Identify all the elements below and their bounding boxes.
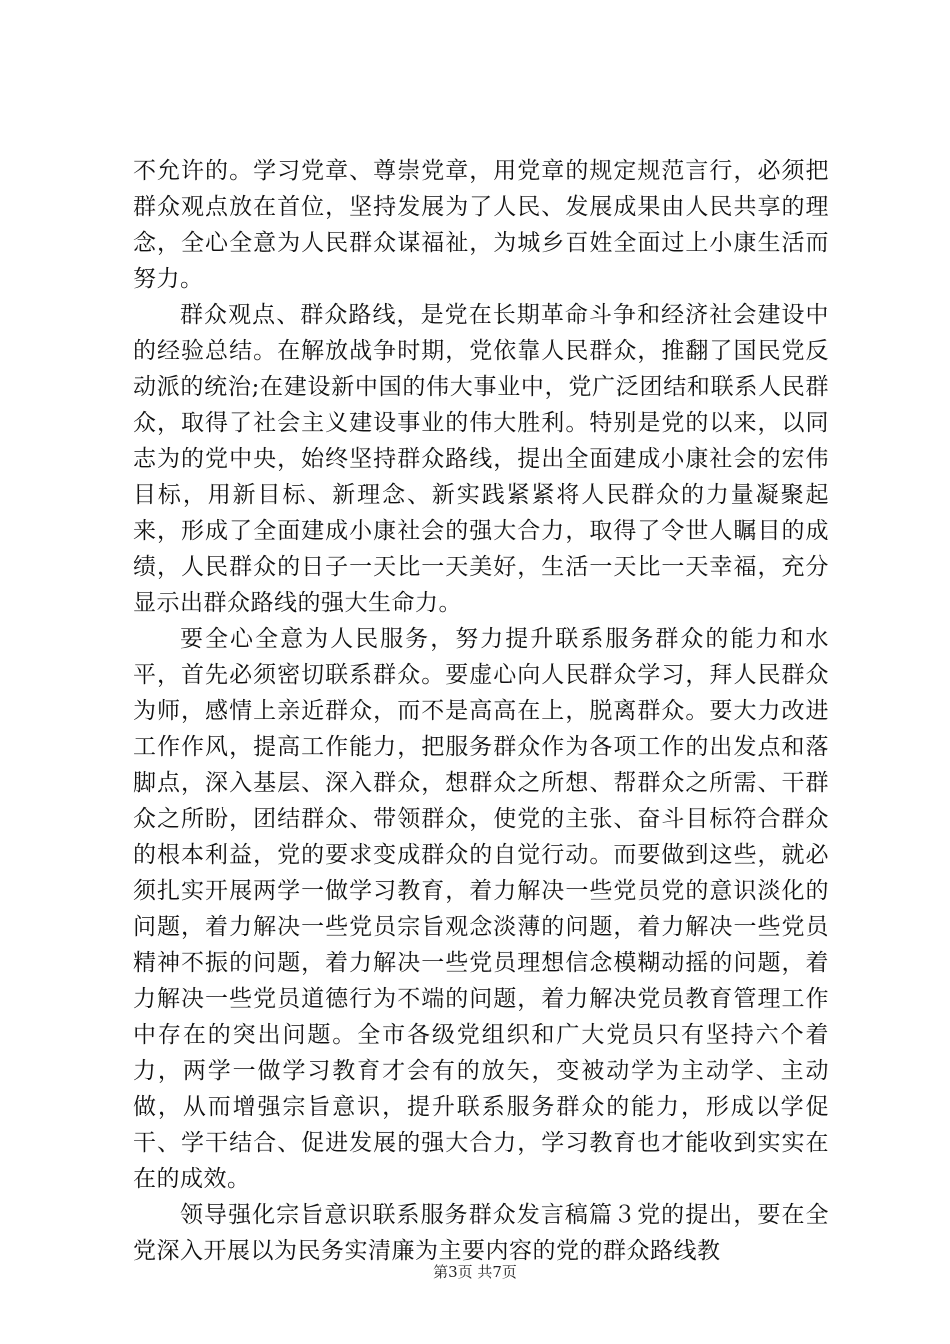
document-body [133,153,829,1269]
paragraph-3: 要全心全意为人民服务，努力提升联系服务群众的能力和水平，首先必须密切联系群众。要虚心向人民群众学习，拜人民群众为师，感情上亲近群众，而不是高高在上，脱离群众。要大力改进工作作风，提高工作能力，把服务群众作为各项工作的出发点和落脚点，深入基层、深入群众，想群众之所想、帮群众之所需、干群众之所盼，团结群众、带领群众，使党的主张、奋斗目标符合群众的根本利益，党的要求变成群众的自觉行动。而要做到这些，就必须扎实开展两学一做学习教育，着力解决一些党员党的意识淡化的问题，着力解决一些党员宗旨观念淡薄的问题，着力解决一些党员精神不振的问题，着力解决一些党员理想信念模糊动摇的问题，着力解决一些党员道德行为不端的问题，着力解决党员教育管理工作中存在的突出问题。全市各级党组织和广大党员只有坚持六个着力，两学一做学习教育才会有的放矢，变被动学为主动学、主动做，从而增强宗旨意识，提升联系服务群众的能力，形成以学促干、学干结合、促进发展的强大合力，学习教育也才能收到实实在在的成效。 [133,626,829,1192]
paragraph-1: 不允许的。学习党章、尊崇党章，用党章的规定规范言行，必须把群众观点放在首位，坚持发展为了人民、发展成果由人民共享的理念，全心全意为人民群众谋福祉，为城乡百姓全面过上小康生活而努力。 [133,158,829,292]
paragraph-4: 领导强化宗旨意识联系服务群众发言稿篇３党的提出，要在全党深入开展以为民务实清廉为主要内容的党的群众路线教 [133,1202,829,1264]
page-number-footer: 第3页 共7页 [433,1263,517,1281]
paragraph-2: 群众观点、群众路线，是党在长期革命斗争和经济社会建设中的经验总结。在解放战争时期，党依靠人民群众，推翻了国民党反动派的统治;在建设新中国的伟大事业中，党广泛团结和联系人民群众，取得了社会主义建设事业的伟大胜利。特别是党的以来，以同志为的党中央，始终坚持群众路线，提出全面建成小康社会的宏伟目标，用新目标、新理念、新实践紧紧将人民群众的力量凝聚起来，形成了全面建成小康社会的强大合力，取得了令世人瞩目的成绩，人民群众的日子一天比一天美好，生活一天比一天幸福，充分显示出群众路线的强大生命力。 [133,302,829,616]
